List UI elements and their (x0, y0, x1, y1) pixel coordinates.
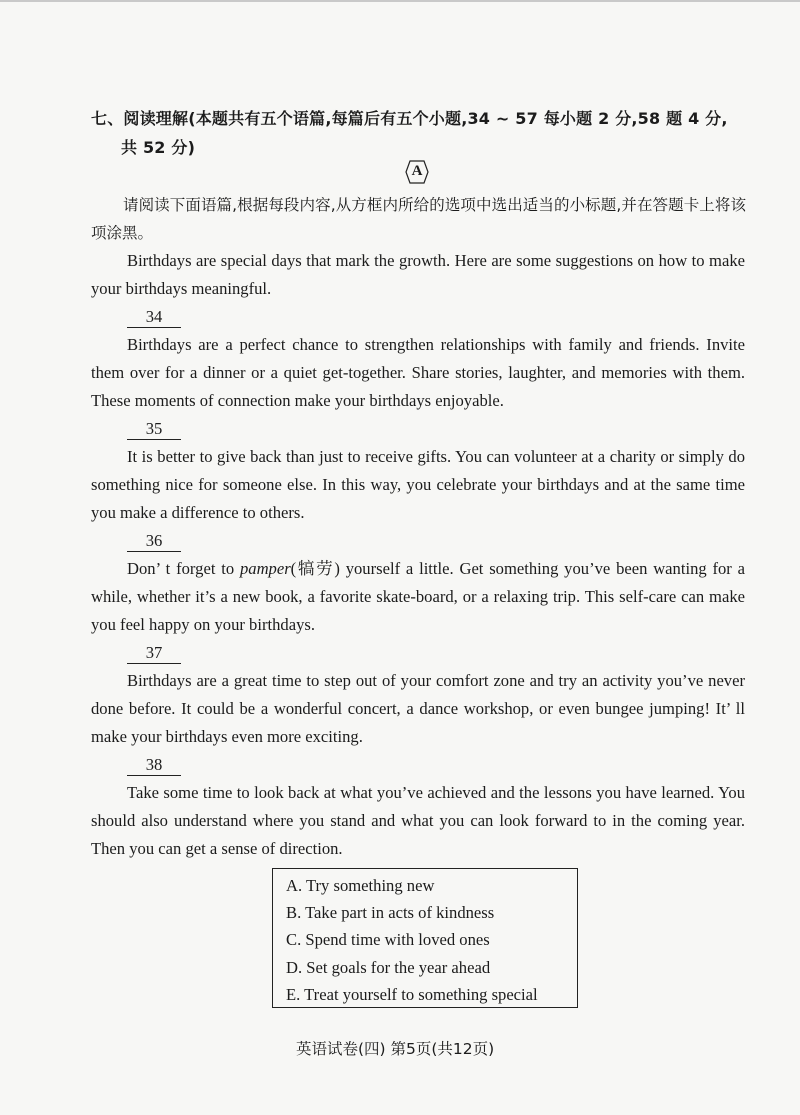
section-heading (91, 104, 755, 162)
option-d: D. Set goals for the year ahead (286, 957, 491, 977)
top-edge-line (0, 0, 800, 2)
blank-35: 35 (127, 415, 181, 443)
passage-letter: A (411, 163, 423, 179)
option-e: E. Treat yourself to something special (286, 984, 538, 1004)
paragraph-38: Take some time to look back at what you’ve achieved and the lessons you have learned. You should also understand where you stand and what you can look forward to in the coming year. Then you can get a sense of direction. (91, 783, 745, 858)
word-pamper-gloss: (犒劳) (290, 559, 340, 578)
intro-paragraph: Birthdays are special days that mark the growth. Here are some suggestions on how to make your birthdays meaningful. (91, 251, 745, 298)
section-heading-line2: 共 52 分) (121, 138, 196, 157)
option-a: A. Try something new (286, 876, 435, 895)
paragraph-35: It is better to give back than just to receive gifts. You can volunteer at a charity or simply do something nice for someone else. In this way, you celebrate your birthdays and at the same time you make a difference to others. (91, 447, 745, 522)
option-c: C. Spend time with loved ones (286, 930, 490, 950)
blank-34: 34 (127, 303, 181, 331)
paragraph-36-rest: yourself a little. Get something you’ve been wanting for a while, whether it’s a new book, a favorite skate-board, or a relaxing trip. This self-care can make you feel happy on your birthdays. (91, 559, 745, 634)
word-pamper: pamper (239, 559, 291, 578)
section-heading-line1: 七、阅读理解(本题共有五个语篇,每篇后有五个小题,34 ~ 57 每小题 2 分,58 题 4 分, (91, 109, 728, 128)
paragraph-36 (91, 555, 745, 639)
instructions: 请阅读下面语篇,根据每段内容,从方框内所给的选项中选出适当的小标题,并在答题卡上将该项涂黑。 (91, 196, 746, 242)
paragraph-34: Birthdays are a perfect chance to strengthen relationships with family and friends. Invite them over for a dinner or a quiet get-together. Share stories, laughter, and memories with them. These moments of connection make your birthdays enjoyable. (91, 335, 745, 410)
blank-36: 36 (127, 527, 181, 555)
blank-38: 38 (127, 751, 181, 779)
options-box (272, 868, 578, 1008)
option-b: B. Take part in acts of kindness (286, 903, 495, 923)
paragraph-36-start: Don’ t forget to (127, 559, 240, 578)
page-footer: 英语试卷(四) 第5页(共12页) (296, 1040, 495, 1058)
paragraph-37: Birthdays are a great time to step out of your comfort zone and try an activity you’ve never done before. It could be a wonderful concert, a dance workshop, or even bungee jumping! It’ ll make your birthdays even more exciting. (91, 671, 745, 746)
passage-label (405, 160, 429, 184)
blank-37: 37 (127, 639, 181, 667)
